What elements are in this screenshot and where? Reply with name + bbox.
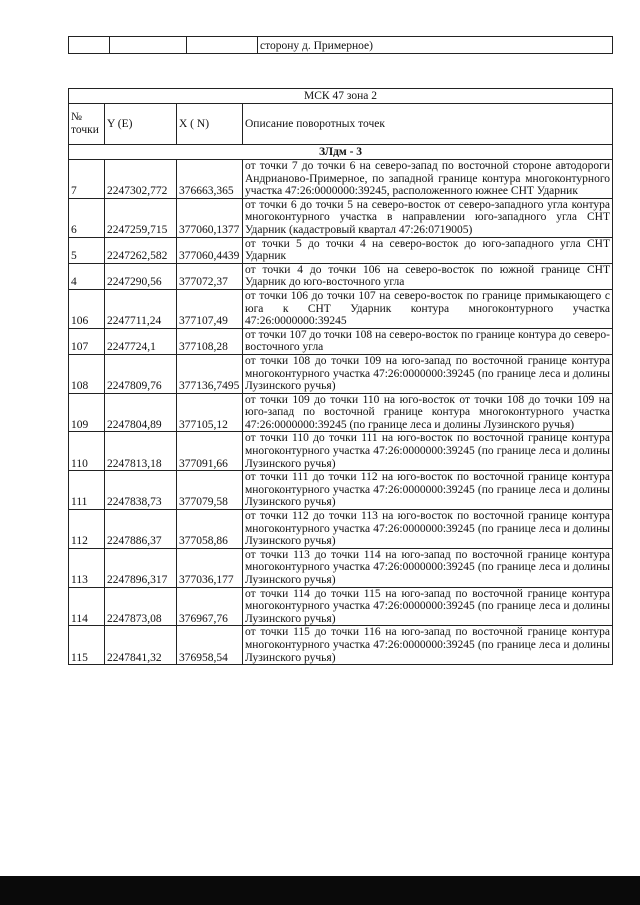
header-description: Описание поворотных точек bbox=[243, 104, 613, 145]
description-cell: от точки 112 до точки 113 на юго-восток по восточной границе контура многоконтурного участка 47:26:0000000:39245 (по границе леса и долины Лузинского ручья) bbox=[243, 510, 613, 549]
x-coordinate-cell: 376663,365 bbox=[177, 160, 243, 199]
y-coordinate-cell: 2247804,89 bbox=[105, 393, 177, 432]
y-coordinate-cell: 2247896,317 bbox=[105, 548, 177, 587]
point-number-cell: 112 bbox=[69, 510, 105, 549]
x-coordinate-cell: 377091,66 bbox=[177, 432, 243, 471]
y-coordinate-cell: 2247259,715 bbox=[105, 198, 177, 237]
table-title-row bbox=[69, 89, 613, 104]
x-coordinate-cell: 377079,58 bbox=[177, 471, 243, 510]
description-cell: от точки 115 до точки 116 на юго-запад по восточной границе контура многоконтурного участка 47:26:0000000:39245 (по границе леса и долины Лузинского ручья) bbox=[243, 626, 613, 665]
table-row bbox=[69, 471, 613, 510]
table-row bbox=[69, 432, 613, 471]
description-cell: от точки 5 до точки 4 на северо-восток до юго-западного угла СНТ Ударник bbox=[243, 237, 613, 263]
table-row bbox=[69, 354, 613, 393]
table-row bbox=[69, 263, 613, 289]
x-coordinate-cell: 377036,177 bbox=[177, 548, 243, 587]
y-coordinate-cell: 2247724,1 bbox=[105, 328, 177, 354]
point-number-cell: 115 bbox=[69, 626, 105, 665]
header-x: X ( N) bbox=[177, 104, 243, 145]
y-coordinate-cell: 2247262,582 bbox=[105, 237, 177, 263]
section-title: ЗЛдм - 3 bbox=[69, 145, 613, 160]
description-cell: от точки 114 до точки 115 на юго-запад по восточной границе контура многоконтурного участка 47:26:0000000:39245 (по границе леса и долины Лузинского ручья) bbox=[243, 587, 613, 626]
y-coordinate-cell: 2247302,772 bbox=[105, 160, 177, 199]
header-point-number: № точки bbox=[69, 104, 105, 145]
point-number-cell: 4 bbox=[69, 263, 105, 289]
y-coordinate-cell: 2247873,08 bbox=[105, 587, 177, 626]
table-row bbox=[69, 198, 613, 237]
y-coordinate-cell: 2247290,56 bbox=[105, 263, 177, 289]
y-coordinate-cell bbox=[110, 37, 187, 54]
table-row bbox=[69, 328, 613, 354]
table-row bbox=[69, 587, 613, 626]
table-row bbox=[69, 548, 613, 587]
point-number-cell: 110 bbox=[69, 432, 105, 471]
x-coordinate-cell: 376958,54 bbox=[177, 626, 243, 665]
x-coordinate-cell: 377107,49 bbox=[177, 289, 243, 328]
point-number-cell bbox=[69, 37, 110, 54]
point-number-cell: 106 bbox=[69, 289, 105, 328]
y-coordinate-cell: 2247711,24 bbox=[105, 289, 177, 328]
description-cell: сторону д. Примерное) bbox=[258, 37, 613, 54]
point-number-cell: 113 bbox=[69, 548, 105, 587]
description-cell: от точки 109 до точки 110 на юго-восток от точки 108 до точки 109 на юго-запад по восточной границе контура многоконтурного участка 47:26:0000000:39245 (по границе леса и долины Лузинского ручья) bbox=[243, 393, 613, 432]
description-cell: от точки 6 до точки 5 на северо-восток от северо-западного угла контура многоконтурного участка в направлении юго-западного угла СНТ Ударник (кадастровый квартал 47:26:0719005) bbox=[243, 198, 613, 237]
point-number-cell: 109 bbox=[69, 393, 105, 432]
y-coordinate-cell: 2247813,18 bbox=[105, 432, 177, 471]
x-coordinate-cell: 376967,76 bbox=[177, 587, 243, 626]
description-cell: от точки 106 до точки 107 на северо-восток по границе примыкающего с юга к СНТ Ударник контура многоконтурного участка 47:26:0000000:39245 bbox=[243, 289, 613, 328]
scan-edge-bar bbox=[0, 876, 640, 905]
description-cell: от точки 107 до точки 108 на северо-восток по границе контура до северо-восточного угла bbox=[243, 328, 613, 354]
header-y: Y (E) bbox=[105, 104, 177, 145]
point-number-cell: 108 bbox=[69, 354, 105, 393]
table-row bbox=[69, 37, 613, 54]
description-cell: от точки 113 до точки 114 на юго-запад по восточной границе контура многоконтурного участка 47:26:0000000:39245 (по границе леса и долины Лузинского ручья) bbox=[243, 548, 613, 587]
description-cell: от точки 111 до точки 112 на юго-восток по восточной границе контура многоконтурного участка 47:26:0000000:39245 (по границе леса и долины Лузинского ручья) bbox=[243, 471, 613, 510]
section-row bbox=[69, 145, 613, 160]
continuation-table bbox=[68, 36, 613, 54]
table-title: МСК 47 зона 2 bbox=[69, 89, 613, 104]
x-coordinate-cell: 377072,37 bbox=[177, 263, 243, 289]
point-number-cell: 114 bbox=[69, 587, 105, 626]
table-row bbox=[69, 626, 613, 665]
x-coordinate-cell: 377105,12 bbox=[177, 393, 243, 432]
point-number-cell: 7 bbox=[69, 160, 105, 199]
point-number-cell: 6 bbox=[69, 198, 105, 237]
table-row bbox=[69, 237, 613, 263]
table-row bbox=[69, 393, 613, 432]
table-row bbox=[69, 160, 613, 199]
x-coordinate-cell: 377060,4439 bbox=[177, 237, 243, 263]
x-coordinate-cell: 377060,1377 bbox=[177, 198, 243, 237]
coordinates-table bbox=[68, 88, 613, 665]
x-coordinate-cell: 377058,86 bbox=[177, 510, 243, 549]
description-cell: от точки 7 до точки 6 на северо-запад по восточной стороне автодороги Андрианово-Примерное, по западной границе контура многоконтурного участка 47:26:0000000:39245, расположенного южнее СНТ Ударник bbox=[243, 160, 613, 199]
point-number-cell: 107 bbox=[69, 328, 105, 354]
table-header-row bbox=[69, 104, 613, 145]
table-row bbox=[69, 510, 613, 549]
point-number-cell: 5 bbox=[69, 237, 105, 263]
y-coordinate-cell: 2247886,37 bbox=[105, 510, 177, 549]
description-cell: от точки 4 до точки 106 на северо-восток по южной границе СНТ Ударник до юго-восточного угла bbox=[243, 263, 613, 289]
y-coordinate-cell: 2247809,76 bbox=[105, 354, 177, 393]
x-coordinate-cell: 377136,7495 bbox=[177, 354, 243, 393]
y-coordinate-cell: 2247838,73 bbox=[105, 471, 177, 510]
table-row bbox=[69, 289, 613, 328]
y-coordinate-cell: 2247841,32 bbox=[105, 626, 177, 665]
description-cell: от точки 108 до точки 109 на юго-запад по восточной границе контура многоконтурного участка 47:26:0000000:39245 (по границе леса и долины Лузинского ручья) bbox=[243, 354, 613, 393]
description-cell: от точки 110 до точки 111 на юго-восток по восточной границе контура многоконтурного участка 47:26:0000000:39245 (по границе леса и долины Лузинского ручья) bbox=[243, 432, 613, 471]
x-coordinate-cell bbox=[187, 37, 258, 54]
point-number-cell: 111 bbox=[69, 471, 105, 510]
x-coordinate-cell: 377108,28 bbox=[177, 328, 243, 354]
